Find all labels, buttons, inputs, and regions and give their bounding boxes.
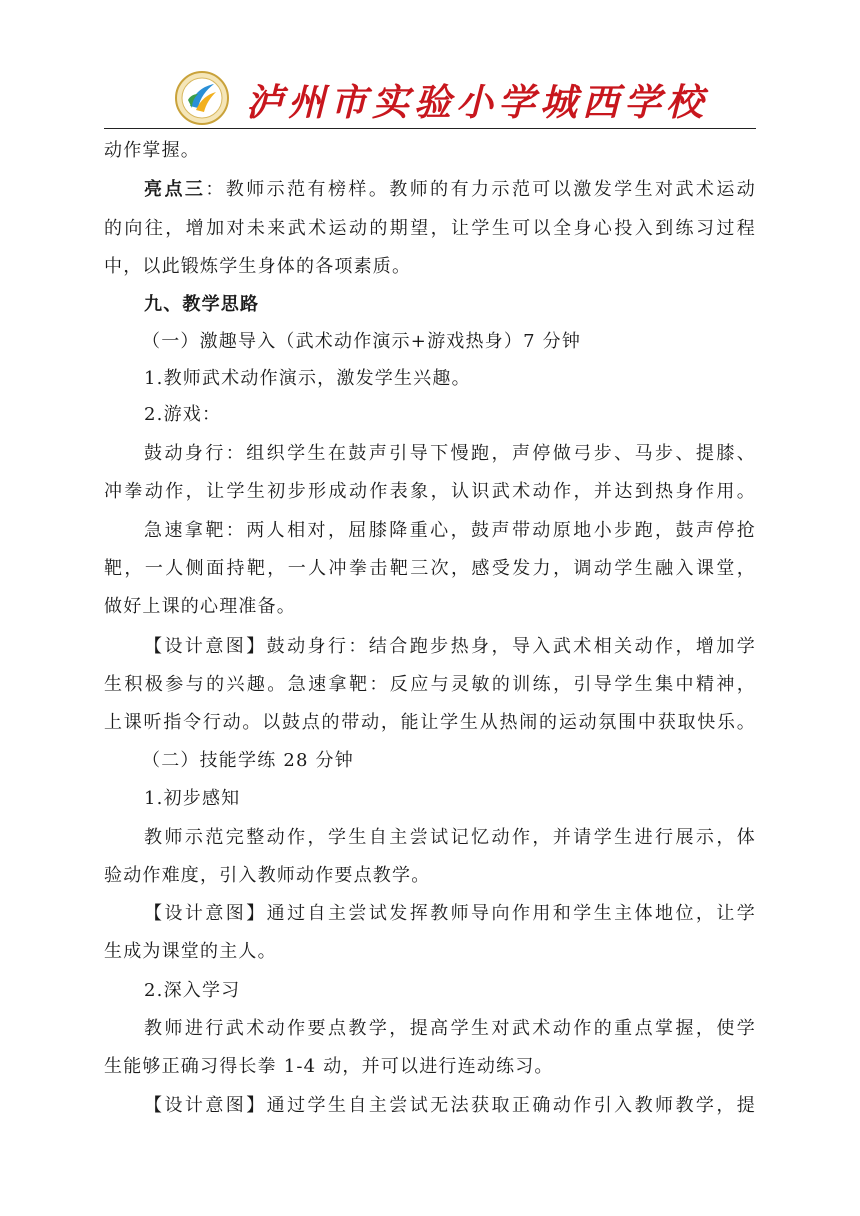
text-line: 上课听指令行动。以鼓点的带动，能让学生从热闹的运动氛围中获取快乐。: [104, 712, 756, 733]
text-line: 验动作难度，引入教师动作要点教学。: [104, 865, 431, 886]
text-line: 生成为课堂的主人。: [104, 941, 277, 962]
text-line: 生积极参与的兴趣。急速拿靶：反应与灵敏的训练，引导学生集中精神，: [104, 674, 756, 695]
school-name: 泸州市实验小学城西学校: [246, 81, 708, 124]
text-line: 急速拿靶：两人相对，屈膝降重心，鼓声带动原地小步跑，鼓声停抢: [144, 520, 756, 541]
text-line: 鼓动身行：组织学生在鼓声引导下慢跑，声停做弓步、马步、提膝、: [144, 443, 756, 464]
text-line: 【设计意图】通过学生自主尝试无法获取正确动作引入教师教学，提: [144, 1095, 756, 1116]
highlight-text: ：教师示范有榜样。教师的有力示范可以激发学生对武术运动: [205, 179, 756, 200]
subsection-heading: （一）激趣导入（武术动作演示+游戏热身）7 分钟: [142, 331, 582, 352]
text-line: 生能够正确习得长拳 1-4 动，并可以进行连动练习。: [104, 1056, 554, 1077]
text-line: 1.教师武术动作演示，激发学生兴趣。: [144, 368, 471, 389]
text-line: [144, 175, 756, 205]
text-line: 2.深入学习: [144, 980, 241, 1001]
text-line: 【设计意图】鼓动身行：结合跑步热身，导入武术相关动作，增加学: [144, 636, 756, 657]
text-line: 靶，一人侧面持靶，一人冲拳击靶三次，感受发力，调动学生融入课堂，: [104, 558, 756, 579]
text-line: 动作掌握。: [104, 140, 200, 161]
text-line: 做好上课的心理准备。: [104, 596, 296, 617]
text-line: 中，以此锻炼学生身体的各项素质。: [104, 256, 412, 277]
text-line: 教师进行武术动作要点教学，提高学生对武术动作的重点掌握，使学: [144, 1018, 756, 1039]
text-line: 1.初步感知: [144, 788, 241, 809]
header-divider: [104, 128, 756, 129]
text-line: 教师示范完整动作，学生自主尝试记忆动作，并请学生进行展示，体: [144, 827, 756, 848]
subsection-heading: （二）技能学练 28 分钟: [142, 750, 354, 771]
text-line: 的向往，增加对未来武术运动的期望，让学生可以全身心投入到练习过程: [104, 218, 756, 239]
text-line: 2.游戏：: [144, 404, 222, 425]
text-line: 【设计意图】通过自主尝试发挥教师导向作用和学生主体地位，让学: [144, 903, 756, 924]
school-logo-icon: [174, 70, 230, 126]
page-header: [104, 66, 756, 128]
text-line: 冲拳动作，让学生初步形成动作表象，认识武术动作，并达到热身作用。: [104, 481, 756, 502]
highlight-label: 亮点三: [144, 179, 206, 200]
section-heading: 九、教学思路: [144, 294, 260, 315]
